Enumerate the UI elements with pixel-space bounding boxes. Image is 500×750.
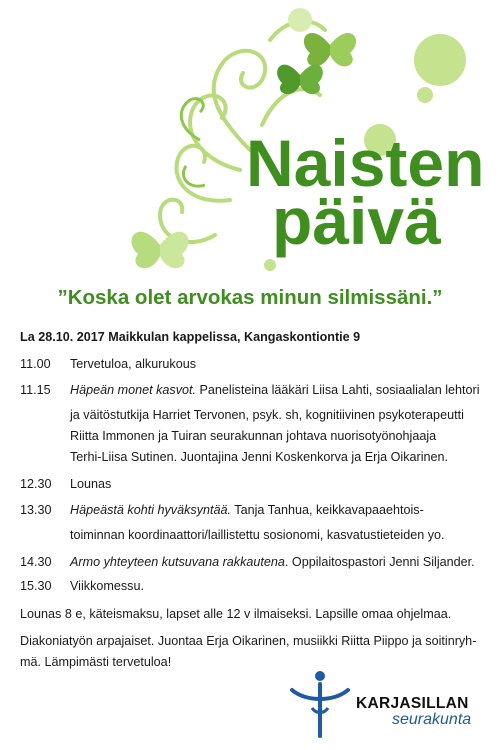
program-text: . Oppilaitospastori Jenni Siljander. — [284, 555, 475, 569]
program-time: 11.00 — [20, 357, 51, 371]
program-text: Viikkomessu. — [70, 579, 144, 593]
program-title: Häpeän monet kasvot. — [70, 383, 197, 397]
program-time: 11.15 — [20, 383, 51, 397]
program-title: Häpeästä kohti hyväksyntää. — [70, 503, 232, 517]
program-item — [20, 502, 424, 518]
program-continuation: toiminnan koordinaattori/laillistettu sosionomi, kasvatustieteiden yo. — [70, 528, 445, 542]
event-title — [246, 126, 485, 258]
parish-logo-name: KARJASILLAN — [356, 695, 469, 712]
program-continuation: Terhi-Liisa Sutinen. Juontajina Jenni Koskenkorva ja Erja Oikarinen. — [70, 450, 449, 464]
lottery-info-line-1: Diakoniatyön arpajaiset. Juontaa Erja Oikarinen, musiikki Riitta Piippo ja soitinryh- — [20, 634, 477, 648]
theme-quote: ”Koska olet arvokas minun silmissäni.” — [57, 286, 443, 309]
lottery-info-line-2: mä. Lämpimästi tervetuloa! — [20, 655, 172, 669]
butterfly-icon — [132, 232, 189, 268]
program-item — [20, 476, 111, 492]
title-line-2: päivä — [272, 184, 441, 258]
program-time: 14.30 — [20, 555, 52, 569]
program-text: Tervetuloa, alkurukous — [70, 357, 197, 371]
title-line-1: Naisten — [246, 126, 485, 200]
program-item — [20, 356, 196, 372]
program-continuation: ja väitöstutkija Harriet Tervonen, psyk. sh, kognitiivinen psykoterapeutti — [70, 408, 464, 422]
lunch-info: Lounas 8 e, käteismaksu, lapset alle 12 v ilmaiseksi. Lapsille omaa ohjelmaa. — [20, 607, 452, 621]
program-time: 15.30 — [20, 579, 52, 593]
circle-decoration — [417, 87, 433, 103]
butterfly-icon — [304, 33, 356, 66]
program-item — [20, 382, 480, 398]
program-time: 12.30 — [20, 477, 52, 491]
program-time: 13.30 — [20, 503, 52, 517]
program-item — [20, 554, 475, 570]
circle-decoration — [264, 259, 276, 271]
date-location: La 28.10. 2017 Maikkulan kappelissa, Kangaskontiontie 9 — [20, 330, 361, 344]
program-item — [20, 578, 144, 594]
program-continuation: Riitta Immonen ja Tuiran seurakunnan johtava nuorisotyönohjaaja — [70, 429, 437, 443]
circle-decoration — [288, 8, 312, 32]
program-text: Tanja Tanhua, keikkavapaaehtois- — [231, 503, 424, 517]
circle-decoration — [414, 34, 466, 86]
program-text: Lounas — [70, 477, 112, 491]
program-title: Armo yhteyteen kutsuvana rakkautena — [70, 555, 285, 569]
parish-logo-sub: seurakunta — [392, 711, 472, 728]
parish-logo-icon — [288, 668, 352, 740]
program-text: Panelisteina lääkäri Liisa Lahti, sosiaalialan lehtori — [196, 383, 480, 397]
